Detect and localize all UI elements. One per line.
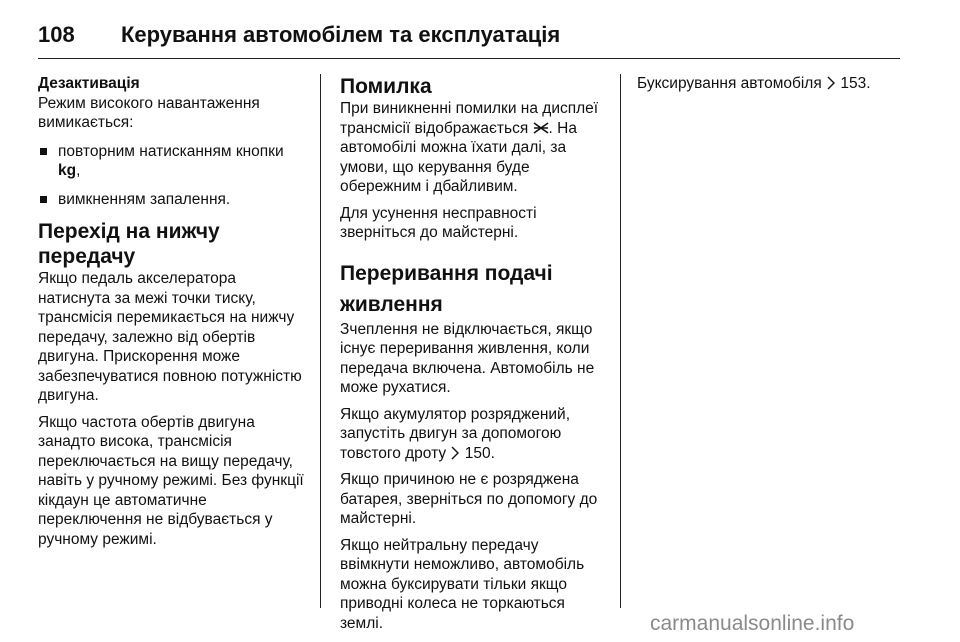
downshift-paragraph-1: Якщо педаль акселератора натиснута за межі точки тиску, трансмісія перемикається на нижчу передачу, залежно від обертів двигуна. Прискорення може забезпечуватися повною потужністю двигуна.	[38, 270, 302, 404]
downshift-paragraph-2: Якщо частота обертів двигуна занадто висока, трансмісія переключається на вищу передачу, навіть у ручному режимі. Без функції кікдаун це автоматичне переключення не відбувається у ручному режимі.	[38, 413, 304, 548]
power-paragraph-1: Зчеплення не відключається, якщо існує переривання живлення, коли передача включена. Автомобіль не може рухатися.	[340, 320, 595, 396]
column-right	[637, 74, 899, 101]
error-paragraph-2: Для усунення несправності зверніться до майстерні.	[340, 204, 537, 241]
page-header	[38, 18, 900, 58]
deactivation-heading: Дезактивація	[38, 75, 140, 92]
power-paragraph-3: Якщо причиною не є розряджена батарея, зверніться по допомогу до майстерні.	[340, 471, 598, 527]
bullet-icon	[40, 196, 47, 203]
power-heading: Переривання подачі живлення	[340, 261, 553, 316]
watermark: carmanualsonline.info	[650, 612, 855, 635]
downshift-heading: Перехід на нижчу передачу	[38, 220, 220, 268]
column-middle	[340, 74, 606, 640]
power-paragraph-2: Якщо акумулятор розряджений, запустіть двигун за допомогою товстого дроту 150.	[340, 405, 571, 462]
list-item: вимкненням запалення.	[38, 190, 306, 210]
column-divider-1	[320, 74, 321, 608]
deactivation-list	[38, 142, 306, 210]
page-reference-link[interactable]: 150.	[464, 444, 495, 462]
column-divider-2	[620, 74, 621, 608]
bullet-icon	[40, 148, 47, 155]
header-divider	[38, 58, 900, 59]
deactivation-text: Режим високого навантаження вимикається:	[38, 94, 260, 131]
transmission-fault-icon	[533, 121, 549, 135]
error-heading: Помилка	[340, 75, 432, 98]
kg-button-label: kg	[58, 162, 77, 179]
list-item: повторним натисканням кнопки kg,	[38, 142, 306, 181]
power-paragraph-4: Якщо нейтральну передачу ввімкнути неможливо, автомобіль можна буксирувати тільки якщо приводні колеса не торкаються землі.	[340, 536, 585, 632]
towing-reference: Буксирування автомобіля 153.	[637, 75, 871, 92]
error-paragraph-1: При виникненні помилки на дисплеї трансмісії відображається . На автомобілі можна їхати далі, за умови, що керування буде обережним і дбайливим.	[340, 100, 599, 195]
column-left	[38, 74, 306, 556]
page-reference-icon	[450, 446, 460, 460]
page-reference-icon	[826, 76, 836, 90]
page-reference-link[interactable]: 153.	[840, 75, 871, 92]
page-number: 108	[38, 22, 75, 47]
page-title: Керування автомобілем та експлуатація	[121, 22, 561, 47]
